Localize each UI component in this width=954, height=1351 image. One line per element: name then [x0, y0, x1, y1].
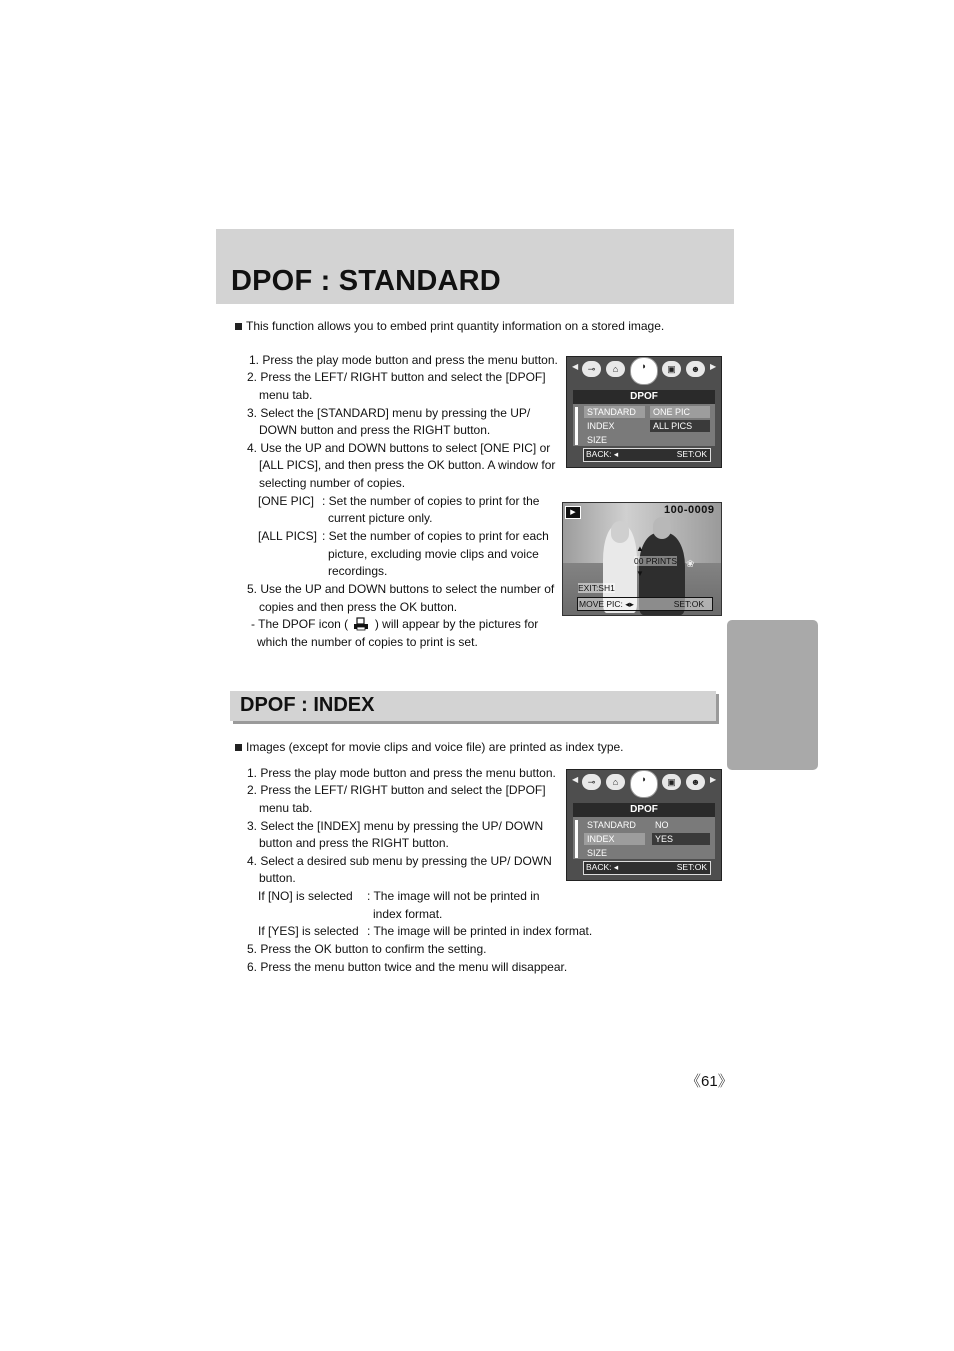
right-arrow-icon: ▶	[710, 775, 717, 784]
menu-item-size: SIZE	[587, 848, 608, 858]
bullet-icon	[235, 323, 242, 330]
step-line: 3. Select the [STANDARD] menu by pressing the UP/	[247, 406, 531, 420]
step-line: button and press the RIGHT button.	[259, 836, 449, 850]
option-no: NO	[655, 820, 669, 830]
menu-title: DPOF	[573, 390, 715, 404]
down-arrow-icon: ▼	[636, 569, 644, 578]
menu-footer	[583, 861, 711, 875]
option-desc: : Set the number of copies to print for the	[322, 494, 540, 508]
delete-icon: ⌂	[606, 361, 625, 377]
step-line: 6. Press the menu button twice and the menu will disappear.	[247, 960, 568, 974]
menu-title: DPOF	[573, 803, 715, 817]
lcd-menu-index	[566, 769, 722, 881]
page-number: 《61》	[686, 1073, 733, 1090]
up-arrow-icon: ▲	[636, 544, 644, 553]
side-tab	[727, 620, 818, 770]
step-line: [ALL PICS], and then press the OK button. A window for	[259, 458, 556, 472]
option-label: [ONE PIC]	[258, 494, 315, 508]
scroll-bar	[575, 820, 578, 858]
section-header-index	[230, 691, 716, 721]
step-line: 3. Select the [INDEX] menu by pressing the UP/ DOWN	[247, 819, 544, 833]
menu-item-standard: STANDARD	[587, 820, 636, 830]
option-desc: : The image will be printed in index format.	[367, 924, 593, 938]
option-desc: current picture only.	[328, 511, 433, 525]
groom-head	[653, 517, 671, 539]
lcd-menu-standard	[566, 356, 722, 468]
move-label: MOVE PIC: ◂▸	[579, 599, 634, 609]
set-label: SET:OK	[673, 599, 704, 609]
note-line: which the number of copies to print is set.	[257, 635, 478, 649]
step-line: 4. Use the UP and DOWN buttons to select [ONE PIC] or	[247, 441, 551, 455]
step-line: 5. Press the OK button to confirm the setting.	[247, 942, 487, 956]
printer-icon	[353, 617, 369, 631]
play-icon: ▶	[565, 506, 581, 519]
index-intro: Images (except for movie clips and voice file) are printed as index type.	[235, 739, 624, 757]
step-line: selecting number of copies.	[259, 476, 406, 490]
step-line: 2. Press the LEFT/ RIGHT button and select the [DPOF]	[247, 783, 546, 797]
page-title: DPOF : STANDARD	[231, 265, 501, 297]
user-icon: ☻	[686, 774, 705, 790]
option-label: If [NO] is selected	[258, 889, 353, 903]
option-one-pic: ONE PIC	[650, 406, 710, 418]
file-number: 100-0009	[664, 504, 715, 516]
step-line: 5. Use the UP and DOWN buttons to select the number of	[247, 582, 555, 596]
delete-icon: ⌂	[606, 774, 625, 790]
dpof-mark-icon: ❀	[686, 559, 695, 570]
note-line: - The DPOF icon ( ) will appear by the pictures for	[251, 617, 539, 631]
title-band	[216, 229, 734, 304]
step-line: 1. Press the play mode button and press the menu button.	[249, 353, 558, 367]
dpof-icon: ◗	[630, 357, 658, 385]
menu-tabs	[567, 770, 721, 798]
section-title: DPOF : INDEX	[240, 694, 375, 716]
photo-footer	[577, 597, 713, 611]
step-line: DOWN button and press the RIGHT button.	[259, 423, 491, 437]
option-all-pics: ALL PICS	[650, 420, 710, 432]
left-arrow-icon: ◀	[572, 775, 579, 784]
bride-head	[611, 521, 629, 543]
exit-label: EXIT:SH1	[578, 583, 615, 593]
option-desc: picture, excluding movie clips and voice	[328, 547, 539, 561]
menu-item-index: INDEX	[584, 833, 645, 845]
back-label: BACK: ◂	[586, 862, 619, 872]
scroll-bar	[575, 407, 578, 445]
menu-footer	[583, 448, 711, 462]
user-icon: ☻	[686, 361, 705, 377]
step-line: copies and then press the OK button.	[259, 600, 458, 614]
bullet-icon	[235, 744, 242, 751]
option-desc: recordings.	[328, 564, 388, 578]
option-desc: : The image will not be printed in	[367, 889, 540, 903]
back-label: BACK: ◂	[586, 449, 619, 459]
step-line: 2. Press the LEFT/ RIGHT button and select the [DPOF]	[247, 370, 546, 384]
option-desc: : Set the number of copies to print for each	[322, 529, 549, 543]
dpof-icon: ◗	[630, 770, 658, 798]
step-line: menu tab.	[259, 388, 313, 402]
menu-item-size: SIZE	[587, 435, 608, 445]
menu-body	[573, 404, 715, 446]
step-line: button.	[259, 871, 296, 885]
step-line: 1. Press the play mode button and press the menu button.	[247, 766, 556, 780]
prints-count: 00 PRINTS	[634, 556, 677, 566]
right-arrow-icon: ▶	[710, 362, 717, 371]
key-icon: ⊸	[582, 774, 601, 790]
set-label: SET:OK	[676, 862, 707, 872]
playback-screen	[562, 502, 722, 616]
menu-body	[573, 817, 715, 859]
left-arrow-icon: ◀	[572, 362, 579, 371]
copy-icon: ▣	[662, 774, 681, 790]
menu-item-index: INDEX	[587, 421, 615, 431]
step-line: menu tab.	[259, 801, 313, 815]
option-desc: index format.	[373, 907, 443, 921]
option-yes: YES	[652, 833, 710, 845]
standard-intro: This function allows you to embed print quantity information on a stored image.	[235, 318, 664, 336]
set-label: SET:OK	[676, 449, 707, 459]
step-line: 4. Select a desired sub menu by pressing the UP/ DOWN	[247, 854, 552, 868]
copy-icon: ▣	[662, 361, 681, 377]
option-label: [ALL PICS]	[258, 529, 317, 543]
key-icon: ⊸	[582, 361, 601, 377]
menu-tabs	[567, 357, 721, 385]
menu-item-standard: STANDARD	[584, 406, 645, 418]
option-label: If [YES] is selected	[258, 924, 359, 938]
